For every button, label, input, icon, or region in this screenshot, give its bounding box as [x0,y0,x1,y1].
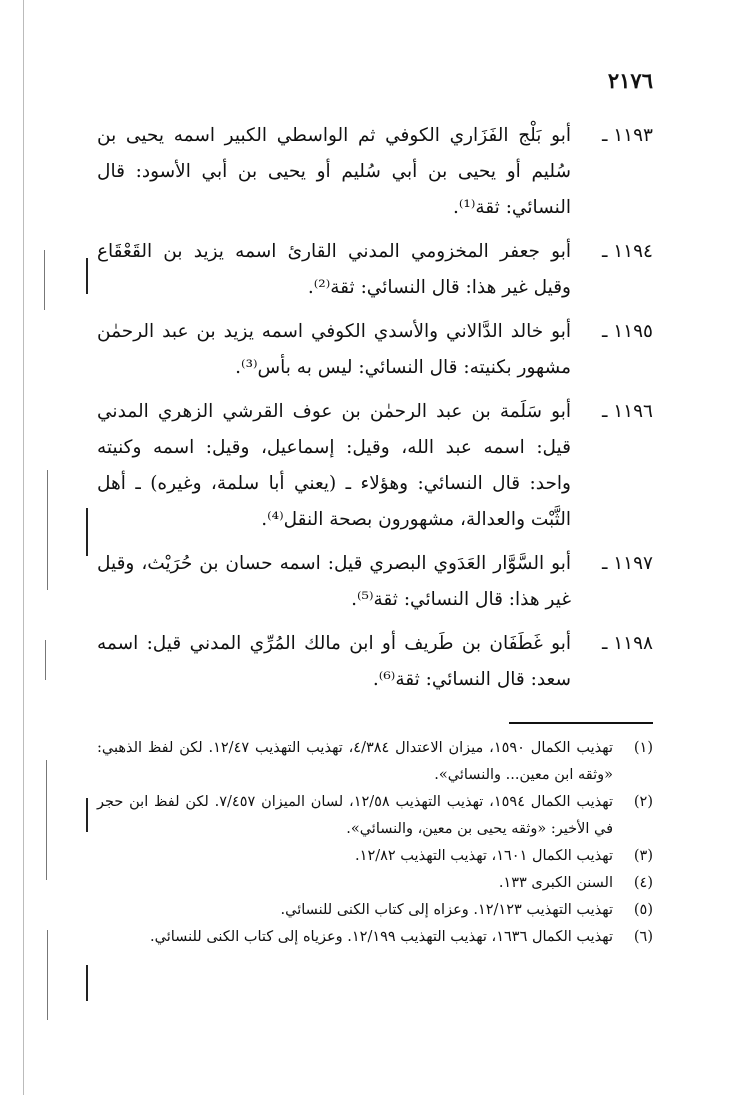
entry-number: ١١٩٤ ـ [601,241,653,262]
footnote-6 [97,924,653,951]
footnote-number: (٦) [633,929,653,945]
scan-mark [86,798,88,832]
entry-number: ١١٩٥ ـ [601,321,653,342]
footnote-text: تهذيب الكمال ١٦٣٦، تهذيب التهذيب ١٢/١٩٩. وعزياه إلى كتاب الكنى للنسائي. [150,929,613,945]
footnote-text: السنن الكبرى ١٣٣. [498,875,613,891]
footnote-4 [97,870,653,897]
footnote-number: (٣) [633,848,653,864]
entry-number: ١١٩٨ ـ [601,633,653,654]
footnote-2 [97,789,653,843]
footnotes-list [97,735,653,951]
entry-number: ١١٩٦ ـ [601,401,653,422]
entry-number: ١١٩٧ ـ [601,553,653,574]
entries-list [97,118,653,706]
scan-mark [86,258,88,294]
scan-mark [86,965,88,1001]
entry-1197 [97,546,653,618]
entry-text: أبو جعفر المخزومي المدني القارئ اسمه يزيد بن القَعْقَاع وقيل غير هذا: قال النسائي: ثقة⁽²⁾. [97,241,571,298]
entry-number: ١١٩٣ ـ [601,125,653,146]
footnote-3 [97,843,653,870]
footnote-number: (٤) [633,875,653,891]
entry-1196 [97,394,653,538]
footnote-number: (٢) [633,794,653,810]
footnote-number: (٥) [633,902,653,918]
entry-text: أبو بَلْج الفَزَاري الكوفي ثم الواسطي الكبير اسمه يحيى بن سُليم أو يحيى بن أبي سُليم أو يحيى بن أبي الأسود: قال النسائي: ثقة⁽¹⁾. [97,125,571,218]
scan-gutter-line [47,470,48,590]
entry-text: أبو خالد الدَّالاني والأسدي الكوفي اسمه يزيد بن عبد الرحمٰن مشهور بكنيته: قال النسائي: ليس به بأس⁽³⁾. [97,321,571,378]
entry-1195 [97,314,653,386]
footnote-5 [97,897,653,924]
scan-gutter-line [46,760,47,880]
scan-mark [86,508,88,556]
footnote-text: تهذيب الكمال ١٥٩٠، ميزان الاعتدال ٤/٣٨٤، تهذيب التهذيب ١٢/٤٧. لكن لفظ الذهبي: «وثقه ابن معين... والنسائي». [97,740,614,783]
scan-gutter-line [45,640,46,680]
footnote-number: (١) [633,740,653,756]
footnote-text: تهذيب التهذيب ١٢/١٢٣. وعزاه إلى كتاب الكنى للنسائي. [280,902,613,918]
footnote-1 [97,735,653,789]
entry-text: أبو سَلَمة بن عبد الرحمٰن بن عوف القرشي الزهري المدني قيل: اسمه عبد الله، وقيل: إسماعيل، وقيل: اسمه وكنيته واحد: قال النسائي: وهؤلاء ـ (يعني أبا سلمة، وغيره) ـ أهل الثَّبْت والعدالة، مشهورون بصحة النقل⁽⁴⁾. [97,401,571,530]
scan-spine-line [23,0,24,1095]
entry-1193 [97,118,653,226]
page-number: ٢١٧٦ [607,68,653,93]
scan-gutter-line [47,930,48,1020]
entry-text: أبو السَّوَّار العَدَوي البصري قيل: اسمه حسان بن حُرَيْث، وقيل غير هذا: قال النسائي: ثقة⁽⁵⁾. [97,553,571,610]
entry-1194 [97,234,653,306]
footnote-divider [509,722,653,724]
scan-gutter-line [44,250,45,310]
entry-text: أبو غَطَفَان بن طَريف أو ابن مالك المُرِّي المدني قيل: اسمه سعد: قال النسائي: ثقة⁽⁶⁾. [97,633,571,690]
footnote-text: تهذيب الكمال ١٦٠١، تهذيب التهذيب ١٢/٨٢. [355,848,613,864]
footnote-text: تهذيب الكمال ١٥٩٤، تهذيب التهذيب ١٢/٥٨، لسان الميزان ٧/٤٥٧. لكن لفظ ابن حجر في الأخير: «وثقه يحيى بن معين، والنسائي». [97,794,613,837]
entry-1198 [97,626,653,698]
